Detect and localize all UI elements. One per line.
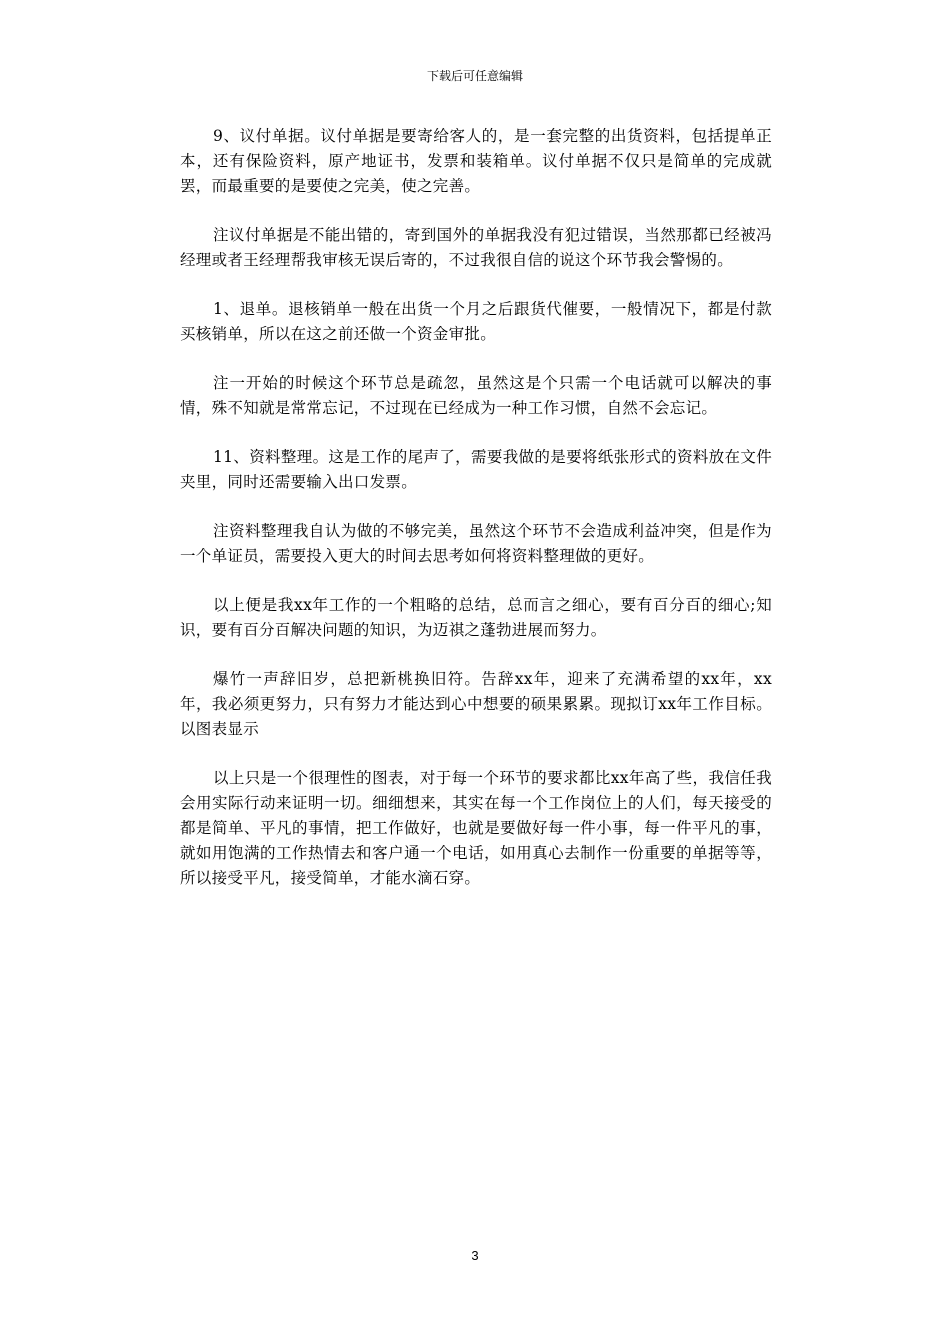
paragraph-refund-documents: 1、退单。退核销单一般在出货一个月之后跟货代催要，一般情况下，都是付款买核销单，所以在这之前还做一个资金审批。 — [180, 300, 772, 343]
paragraph-data-organization: 11、资料整理。这是工作的尾声了，需要我做的是要将纸张形式的资料放在文件夹里，同时还需要输入出口发票。 — [180, 448, 772, 491]
page-number: 3 — [471, 1248, 479, 1263]
paragraph-settlement-note: 注议付单据是不能出错的，寄到国外的单据我没有犯过错误，当然那都已经被冯经理或者王经理帮我审核无误后寄的，不过我很自信的说这个环节我会警惕的。 — [180, 226, 772, 269]
paragraph-conclusion: 以上只是一个很理性的图表，对于每一个环节的要求都比xx年高了些，我信任我会用实际行动来证明一切。细细想来，其实在每一个工作岗位上的人们，每天接受的都是简单、平凡的事情，把工作做好，也就是要做好每一件小事，每一件平凡的事，就如用饱满的工作热情去和客户通一个电话，如用真心去制作一份重要的单据等等，所以接受平凡，接受简单，才能水滴石穿。 — [180, 769, 772, 887]
paragraph-refund-note: 注一开始的时候这个环节总是疏忽，虽然这是个只需一个电话就可以解决的事情，殊不知就是常常忘记，不过现在已经成为一种工作习惯，自然不会忘记。 — [180, 374, 772, 417]
paragraph-summary: 以上便是我xx年工作的一个粗略的总结，总而言之细心，要有百分百的细心;知识，要有百分百解决问题的知识，为迈祺之蓬勃进展而努力。 — [180, 596, 772, 639]
page-header: 下载后可任意编辑 — [426, 69, 523, 83]
paragraph-settlement-documents: 9、议付单据。议付单据是要寄给客人的，是一套完整的出货资料，包括提单正本，还有保险资料，原产地证书，发票和装箱单。议付单据不仅只是简单的完成就罢，而最重要的是要使之完美，使之完善。 — [180, 127, 772, 195]
paragraph-new-year-goals: 爆竹一声辞旧岁，总把新桃换旧符。告辞xx年，迎来了充满希望的xx年，xx年，我必须更努力，只有努力才能达到心中想要的硕果累累。现拟订xx年工作目标。以图表显示 — [180, 670, 772, 738]
document-body — [180, 124, 772, 915]
paragraph-data-organization-note: 注资料整理我自认为做的不够完美，虽然这个环节不会造成利益冲突，但是作为一个单证员，需要投入更大的时间去思考如何将资料整理做的更好。 — [180, 522, 772, 565]
